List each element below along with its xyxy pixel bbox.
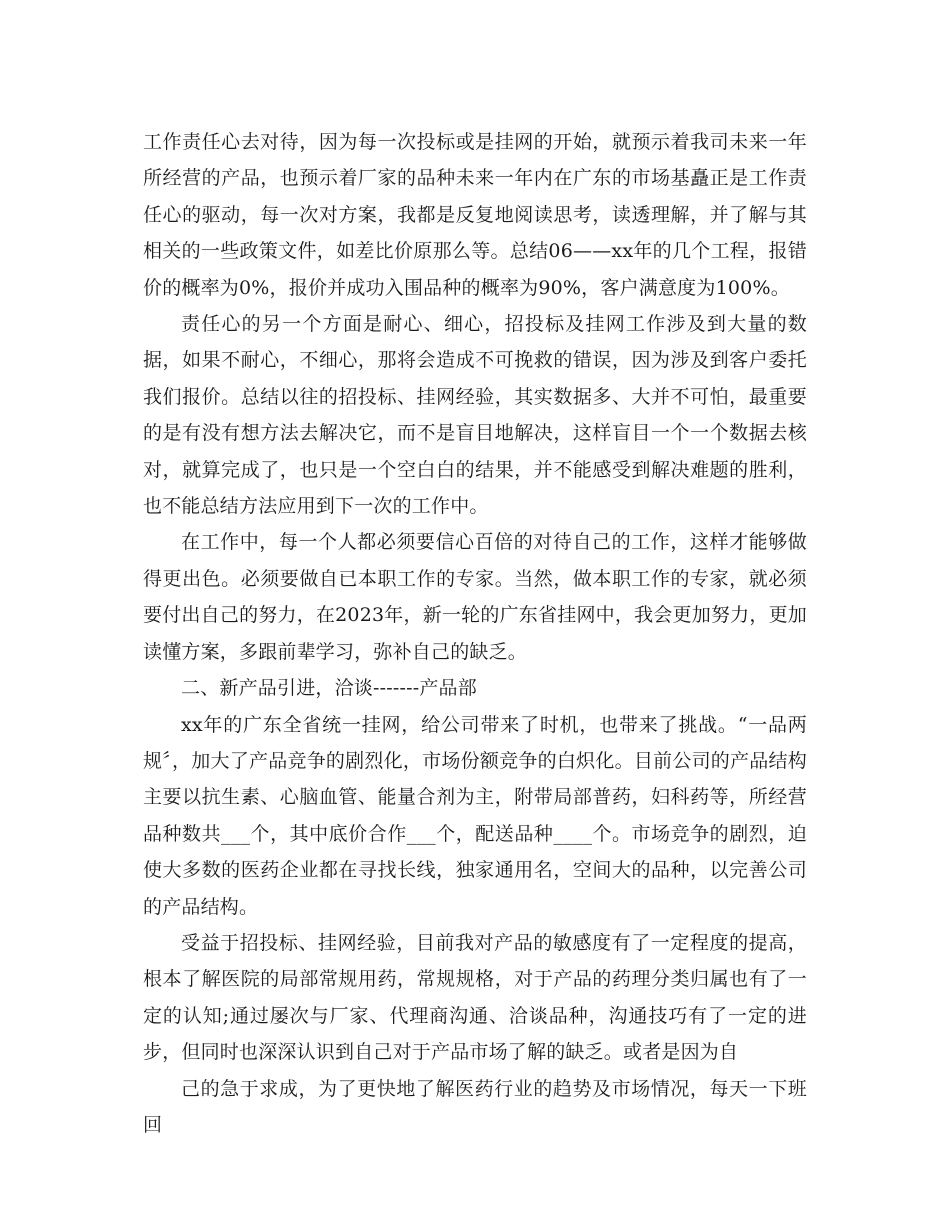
- document-body: [143, 124, 807, 1143]
- paragraph-6: 己的急于求成，为了更快地了解医药行业的趋势及市场情况，每天一下班回: [143, 1077, 807, 1136]
- paragraph-5: 受益于招投标、挂网经验，目前我对产品的敏感度有了一定程度的提高，根本了解医院的局部常规用药，常规规格，对于产品的药理分类归属也有了一定的认知;通过屡次与厂家、代理商沟通、洽谈品种，沟通技巧有了一定的进步，但同时也深深认识到自己对于产品市场了解的缺乏。或者是因为自: [143, 931, 807, 1064]
- paragraph-4: xx年的广东全省统一挂网，给公司带来了时机，也带来了挑战。“一品两规〞，加大了产品竞争的剧烈化，市场份额竞争的白炽化。目前公司的产品结构主要以抗生素、心脑血管、能量合剂为主，附带局部普药，妇科药等，所经营品种数共___个，其中底价合作___个，配送品种____个。市场竞争的剧烈，迫使大多数的医药企业都在寻找长线，独家通用名，空间大的品种，以完善公司的产品结构。: [143, 713, 807, 918]
- paragraph-2: 责任心的另一个方面是耐心、细心，招投标及挂网工作涉及到大量的数据，如果不耐心，不细心，那将会造成不可挽救的错误，因为涉及到客户委托我们报价。总结以往的招投标、挂网经验，其实数据多、大并不可怕，最重要的是有没有想方法去解决它，而不是盲目地解决，这样盲目一个一个数据去核对，就算完成了，也只是一个空白白的结果，并不能感受到解决难题的胜利，也不能总结方法应用到下一次的工作中。: [143, 313, 807, 518]
- paragraph-3: 在工作中，每一个人都必须要信心百倍的对待自己的工作，这样才能够做得更出色。必须要做自已本职工作的专家。当然，做本职工作的专家，就必须要付出自己的努力，在2023年，新一轮的广东省挂网中，我会更加努力，更加读懂方案，多跟前辈学习，弥补自己的缺乏。: [143, 531, 807, 663]
- section-heading: 二、新产品引进，洽谈-------产品部: [181, 677, 477, 700]
- paragraph-1: 工作责任心去对待，因为每一次投标或是挂网的开始，就预示着我司未来一年所经营的产品，也预示着厂家的品种未来一年内在广东的市场基矗正是工作责任心的驱动，每一次对方案，我都是反复地阅读思考，读透理解，并了解与其相关的一些政策文件，如差比价原那么等。总结06——xx年的几个工程，报错价的概率为0%，报价并成功入围品种的概率为90%，客户满意度为100%。: [143, 131, 807, 299]
